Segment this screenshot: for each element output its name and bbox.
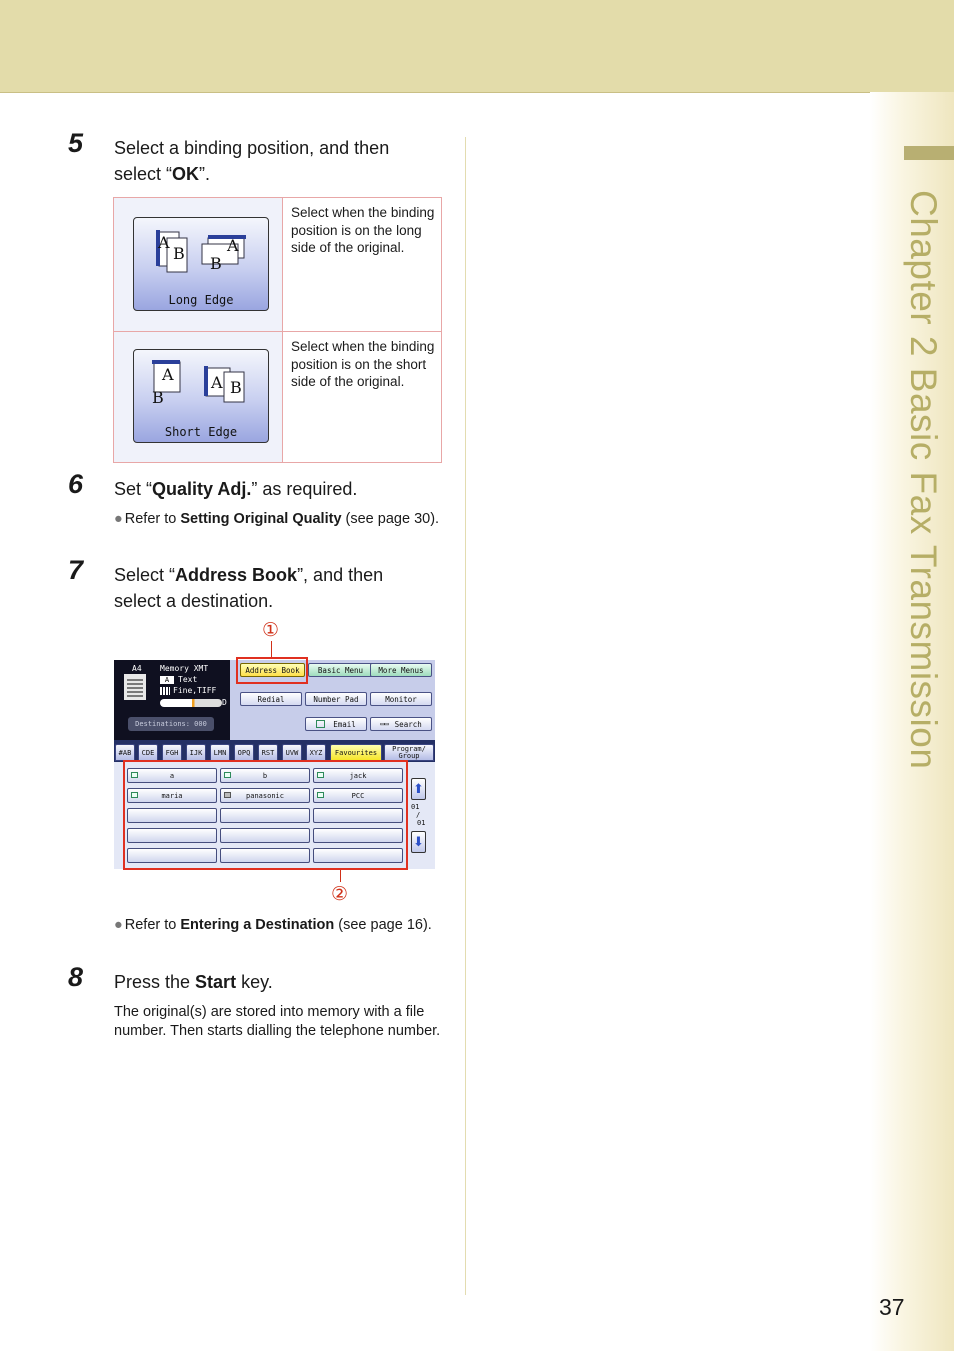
redial-button[interactable]: Redial: [240, 692, 302, 706]
tab-ijk[interactable]: IJK: [186, 744, 206, 761]
svg-text:B: B: [173, 244, 185, 263]
arrow-up-icon: ⬆: [413, 781, 424, 797]
darker-label: D: [222, 698, 227, 707]
resolution-icon: [160, 687, 170, 695]
highlight-address-book: [236, 657, 308, 684]
tab-favourites[interactable]: Favourites: [330, 744, 382, 761]
svg-text:A: A: [158, 233, 170, 252]
tab-fgh[interactable]: FGH: [162, 744, 182, 761]
short-edge-binding-icon: [134, 350, 268, 424]
destination-button-5[interactable]: panasonic: [220, 788, 310, 803]
tab-rst[interactable]: RST: [258, 744, 278, 761]
scroll-up-button[interactable]: [411, 778, 426, 800]
step-number-6: 6: [68, 469, 84, 499]
header-band: [0, 0, 954, 93]
monitor-button[interactable]: Monitor: [370, 692, 432, 706]
email-icon: [316, 720, 325, 728]
tab-cde[interactable]: CDE: [138, 744, 158, 761]
long-edge-button[interactable]: [133, 217, 269, 311]
step-number-5: 5: [68, 128, 84, 158]
short-edge-description: Select when the binding position is on the short side of the original.: [291, 339, 435, 389]
highlight-destinations: [123, 760, 408, 870]
number-pad-button[interactable]: Number Pad: [305, 692, 367, 706]
step-6-text: Set “Quality Adj.” as required.: [114, 479, 358, 499]
step-7-text: Select “Address Book”, and then select a destination.: [114, 565, 384, 611]
destination-button-6[interactable]: PCC: [313, 788, 403, 803]
binding-row-long: [114, 198, 441, 332]
tab-uvw[interactable]: UVW: [282, 744, 302, 761]
binding-row-short: [114, 332, 441, 462]
column-divider: [465, 137, 466, 1295]
destination-note: ● Refer to Entering a Destination (see page 16).: [114, 917, 432, 933]
tab-xyz[interactable]: XYZ: [306, 744, 326, 761]
long-edge-binding-icon: [134, 218, 268, 292]
destination-button-2[interactable]: b: [220, 768, 310, 783]
tab-opq[interactable]: OPQ: [234, 744, 254, 761]
arrow-down-icon: ⬇: [413, 834, 424, 850]
basic-menu-button[interactable]: Basic Menu: [308, 663, 373, 677]
svg-text:B: B: [210, 254, 222, 273]
resolution-mode: Fine,TIFF: [173, 686, 217, 695]
email-button[interactable]: Email: [305, 717, 367, 731]
text-mode: Text: [178, 675, 198, 684]
memory-mode: Memory XMT: [160, 664, 209, 673]
tab-lmn[interactable]: LMN: [210, 744, 230, 761]
bullet-icon: ●: [114, 917, 123, 933]
svg-text:B: B: [152, 388, 164, 407]
chapter-title: Chapter 2 Basic Fax Transmission: [903, 190, 944, 770]
step-number-8: 8: [68, 962, 84, 992]
tab-ab[interactable]: #AB: [115, 744, 135, 761]
callout-2: ②: [331, 883, 349, 905]
tab-program-group[interactable]: Program/ Group: [384, 744, 434, 761]
document-icon: [124, 674, 146, 700]
svg-text:A: A: [162, 365, 174, 384]
scroll-down-button[interactable]: [411, 831, 426, 853]
start-description: The original(s) are stored into memory with a file number. Then starts dialling the telephone number.: [114, 1004, 441, 1039]
page-number: 37: [879, 1294, 905, 1320]
long-edge-description: Select when the binding position is on the long side of the original.: [291, 205, 435, 255]
fax-index-tabs: [114, 740, 435, 762]
short-edge-button[interactable]: [133, 349, 269, 443]
search-button[interactable]: ▭▭ Search: [370, 717, 432, 731]
contrast-slider[interactable]: [160, 699, 222, 707]
destinations-counter: Destinations: 000: [128, 717, 214, 731]
fax-status-panel: [114, 660, 230, 740]
binding-options-table: [113, 197, 442, 463]
destination-button-1[interactable]: a: [127, 768, 217, 783]
destination-button-4[interactable]: maria: [127, 788, 217, 803]
destination-button-3[interactable]: jack: [313, 768, 403, 783]
page-indicator: 01 / 01: [411, 803, 426, 827]
svg-text:B: B: [230, 378, 242, 397]
address-book-button[interactable]: Address Book: [240, 663, 305, 677]
step-number-7: 7: [68, 555, 84, 585]
step-5-text: Select a binding position, and then select “OK”.: [114, 138, 390, 184]
paper-size: A4: [132, 664, 142, 673]
svg-text:A: A: [227, 236, 239, 255]
text-mode-icon: A: [160, 676, 174, 684]
short-edge-label: Short Edge: [164, 425, 238, 439]
more-menus-button[interactable]: More Menus: [370, 663, 432, 677]
long-edge-label: Long Edge: [168, 293, 234, 307]
callout-1: ①: [262, 619, 280, 641]
callout-2-line: [340, 870, 341, 882]
bullet-icon: ●: [114, 511, 123, 527]
chapter-tab-marker: [904, 146, 954, 160]
svg-text:A: A: [211, 373, 223, 392]
step-8-text: Press the Start key.: [114, 972, 273, 992]
quality-note: ● Refer to Setting Original Quality (see page 30).: [114, 511, 440, 527]
search-icon: ▭▭: [380, 720, 389, 728]
